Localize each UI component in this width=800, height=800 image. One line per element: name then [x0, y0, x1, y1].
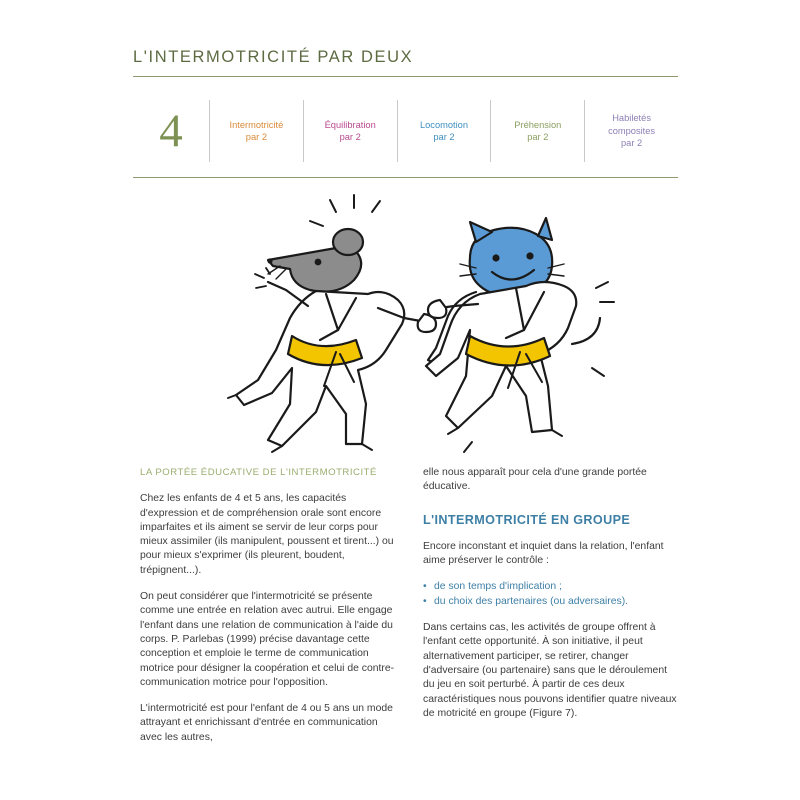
tab-habiletes-composites[interactable] — [585, 100, 678, 162]
page-title: L'INTERMOTRICITÉ PAR DEUX — [133, 48, 414, 66]
tab-label-line1: Préhension — [514, 119, 562, 130]
paragraph: L'intermotricité est pour l'enfant de 4 ou 5 ans un mode attrayant et enrichissant d'entrée en communication avec les autres, — [140, 703, 393, 743]
paragraph: Chez les enfants de 4 et 5 ans, les capacités d'expression et de compréhension orale sont encore imparfaites et ils aiment se servir de leur corps pour mieux assimiler (ils manipulent, poussent et tirent...) ou pour mieux s'exprimer (ils pleurent, boudent, trépignent...). — [140, 493, 394, 576]
body-columns — [140, 466, 680, 757]
chapter-number: 4 — [159, 105, 183, 157]
tab-label-line1: Équilibration — [324, 119, 376, 130]
chapter-tab-bar — [133, 100, 678, 162]
tab-prehension[interactable] — [491, 100, 585, 162]
tab-label-line1: Habiletés — [612, 113, 651, 124]
right-column — [423, 466, 680, 757]
list-item: • du choix des partenaires (ou adversaires). — [423, 595, 680, 609]
paragraph-continued: elle nous apparaît pour cela d'une grande portée éducative. — [423, 467, 647, 493]
tab-label-line2: par 2 — [339, 132, 361, 142]
tab-intermotricite[interactable] — [210, 100, 304, 162]
paragraph: Dans certains cas, les activités de groupe offrent à l'enfant cette opportunité. À son initiative, il peut alternativement participer, se retirer, changer d'adversaire (ou partenaire) sans que le déroulement du jeu en soit perturbé. À partir de ces deux caractéristiques nous pouvons identifier quatre niveaux de motricité en groupe (Figure 7). — [423, 622, 677, 719]
section-subheading: L'INTERMOTRICITÉ EN GROUPE — [423, 512, 631, 527]
paragraph: On peut considérer que l'intermotricité se présente comme une entrée en relation avec autrui. Elle engage l'enfant dans une relation de communication à l'aide du corps. P. Parlebas (1999) précise davantage cette conception et emploie le terme de communication motrice pour désigner la coopération et celui de contre-communication motrice pour l'opposition. — [140, 591, 395, 688]
tab-label-line2: composites — [608, 125, 656, 136]
left-column — [140, 466, 397, 757]
tab-locomotion[interactable] — [398, 100, 492, 162]
illustration-two-characters-martial-arts — [140, 190, 680, 460]
tab-label-line2: par 2 — [527, 132, 549, 142]
tab-label-line1: Intermotricité — [229, 119, 284, 130]
page-header — [133, 48, 678, 77]
tab-label-line1: Locomotion — [419, 119, 469, 130]
tab-label-line2: par 2 — [245, 132, 267, 142]
tab-label-line3: par 2 — [620, 138, 643, 149]
bullet-list — [423, 580, 680, 609]
tabs-divider — [133, 177, 678, 178]
tab-equilibration[interactable] — [304, 100, 398, 162]
section-kicker: LA PORTÉE ÉDUCATIVE DE L'INTERMOTRICITÉ — [140, 467, 377, 478]
tab-label-line2: par 2 — [433, 132, 455, 142]
tab-list — [209, 100, 678, 162]
header-divider — [133, 76, 678, 77]
list-item: • de son temps d'implication ; — [423, 580, 680, 594]
paragraph: Encore inconstant et inquiet dans la relation, l'enfant aime préserver le contrôle : — [423, 540, 664, 567]
